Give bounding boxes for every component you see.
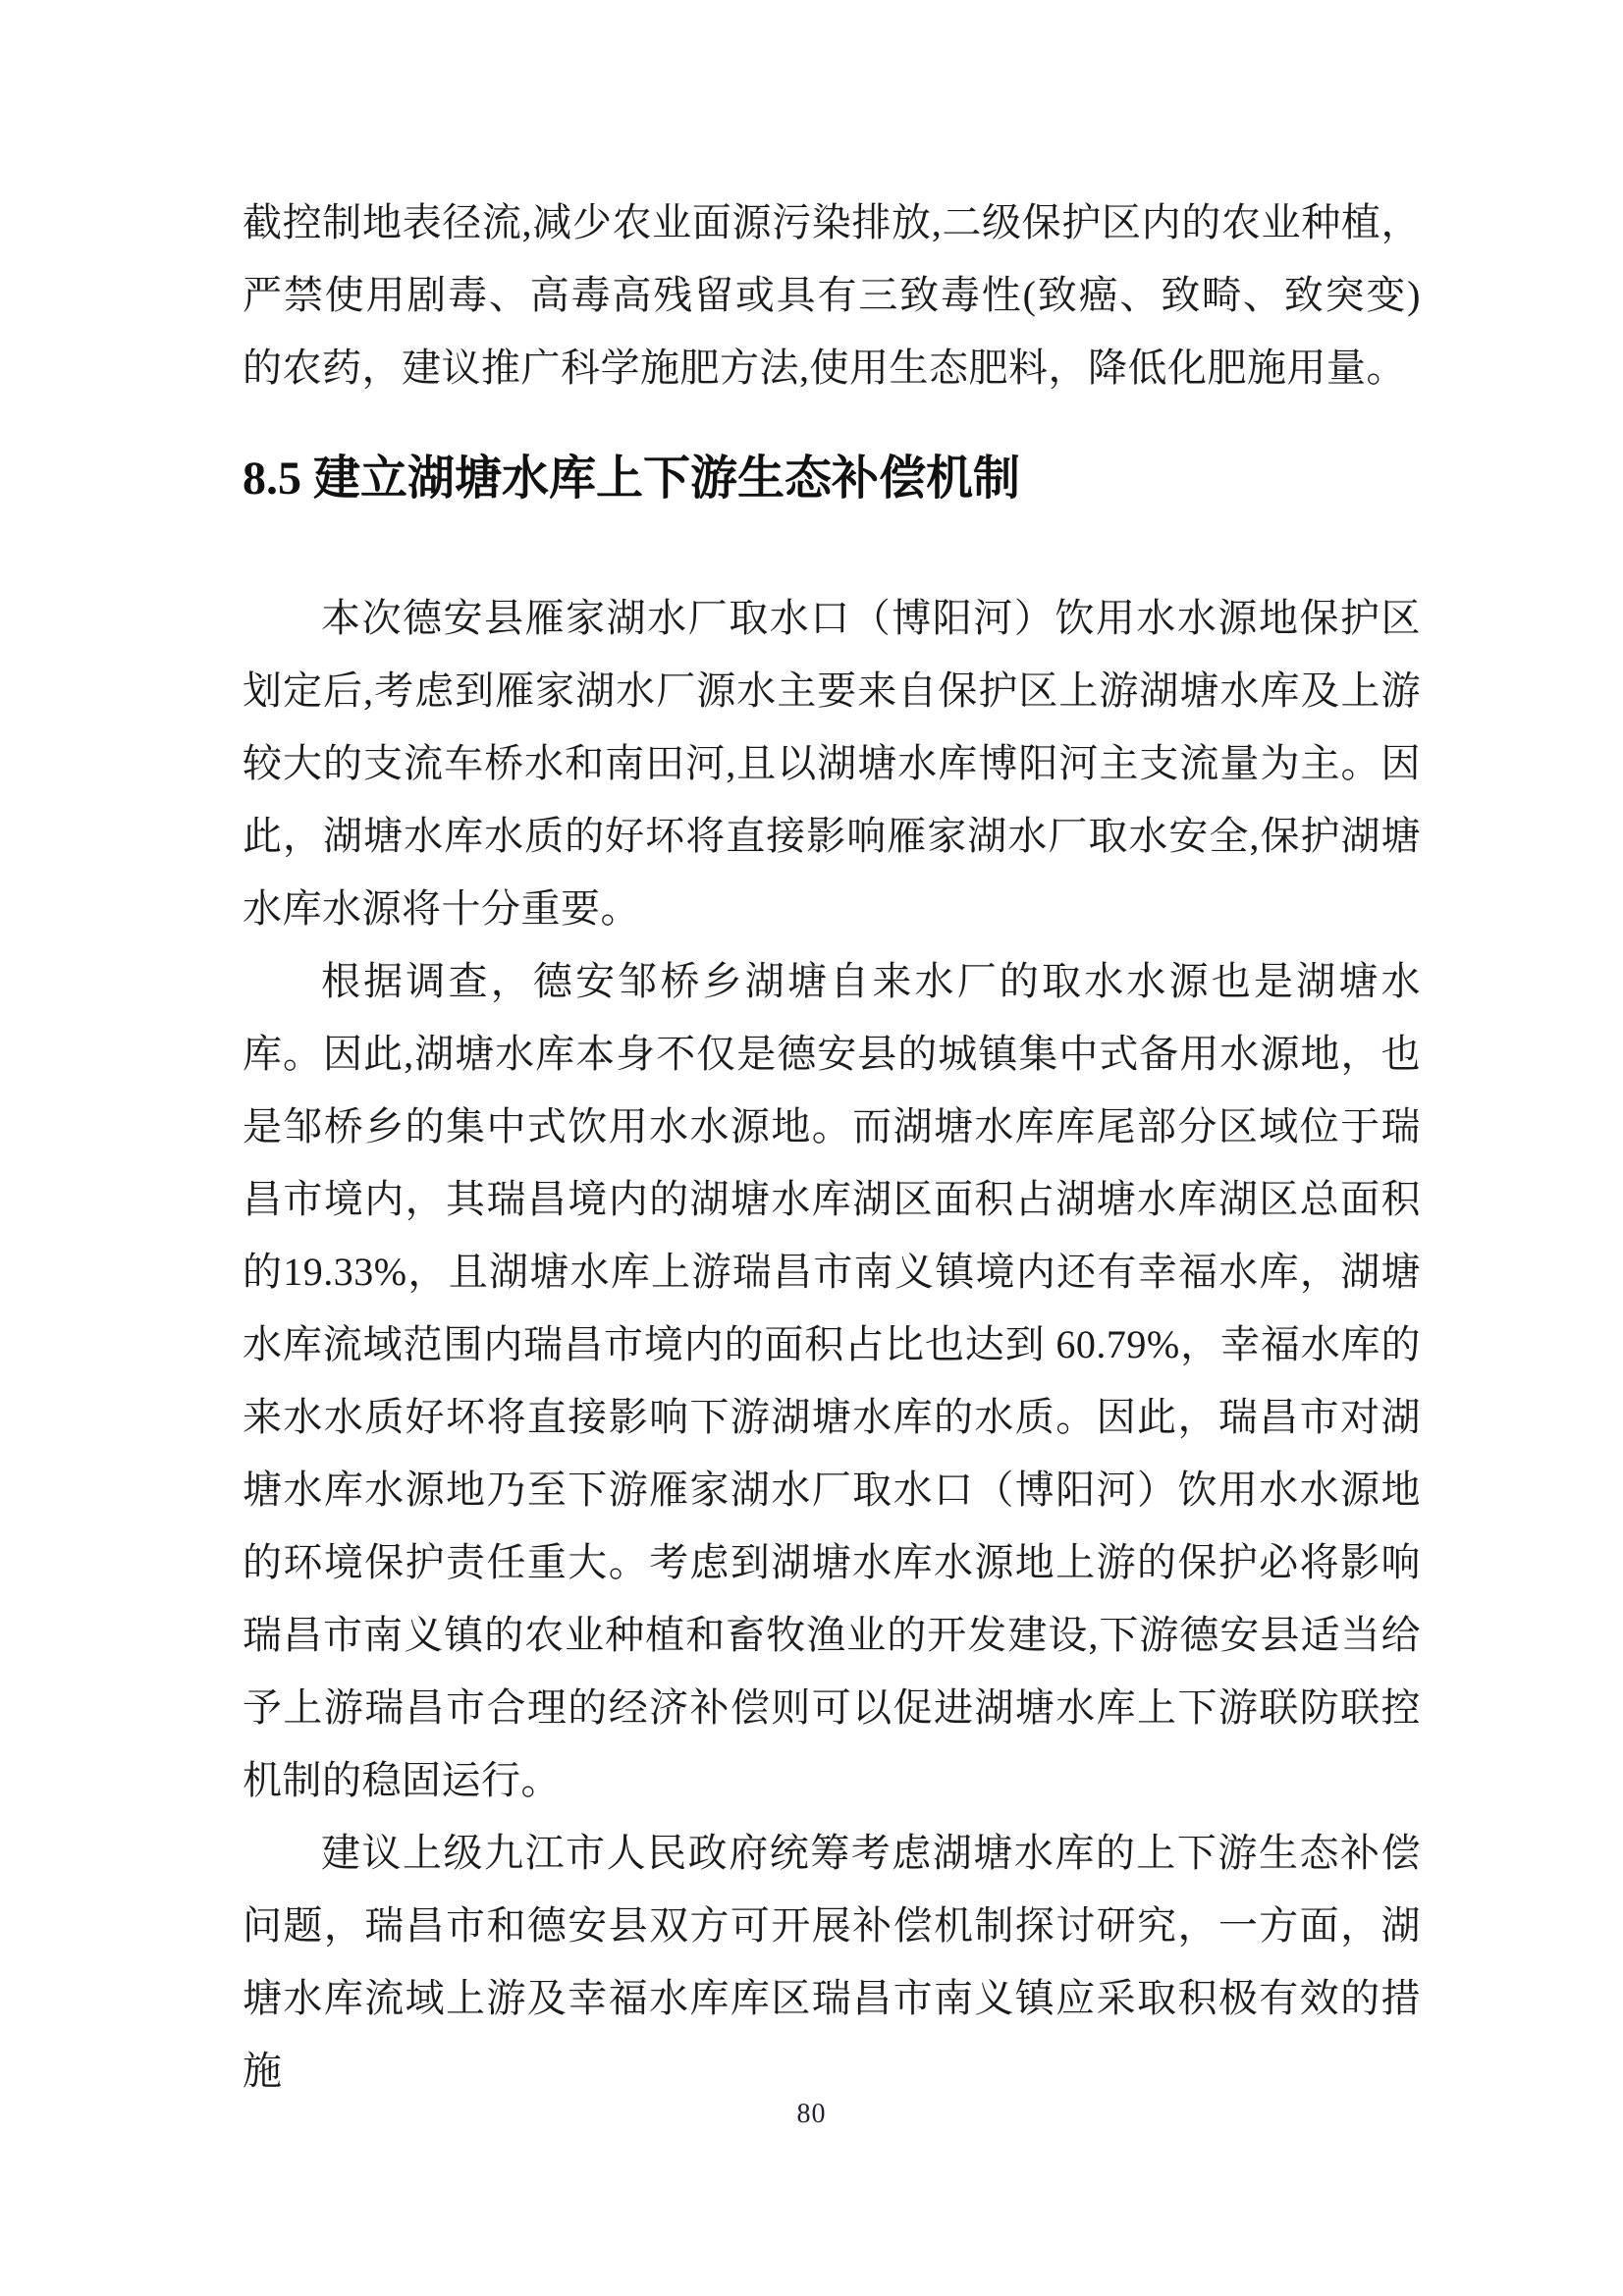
page-number: 80 bbox=[796, 2099, 827, 2129]
paragraph-continuation: 截控制地表径流,减少农业面源污染排放,二级保护区内的农业种植，严禁使用剧毒、高毒高残留或具有三致毒性(致癌、致畸、致突变)的农药，建议推广科学施肥方法,使用生态肥料，降低化肥施用量。 bbox=[243, 200, 1421, 390]
paragraph: 建议上级九江市人民政府统筹考虑湖塘水库的上下游生态补偿问题，瑞昌市和德安县双方可开展补偿机制探讨研究，一方面，湖塘水库流域上游及幸福水库库区瑞昌市南义镇应采取积极有效的措施 bbox=[243, 1831, 1421, 2093]
page-content bbox=[243, 187, 1421, 2108]
page-footer bbox=[0, 2099, 1623, 2130]
section-heading: 8.5 建立湖塘水库上下游生态补偿机制 bbox=[243, 453, 1021, 505]
paragraph: 根据调查，德安邹桥乡湖塘自来水厂的取水水源也是湖塘水库。因此,湖塘水库本身不仅是德安县的城镇集中式备用水源地，也是邹桥乡的集中式饮用水水源地。而湖塘水库库尾部分区域位于瑞昌市境内，其瑞昌境内的湖塘水库湖区面积占湖塘水库湖区总面积的19.33%，且湖塘水库上游瑞昌市南义镇境内还有幸福水库，湖塘水库流域范围内瑞昌市境内的面积占比也达到 60.79%，幸福水库的来水水质好坏将直接影响下游湖塘水库的水质。因此，瑞昌市对湖塘水库水源地乃至下游雁家湖水厂取水口（博阳河）饮用水水源地的环境保护责任重大。考虑到湖塘水库水源地上游的保护必将影响瑞昌市南义镇的农业种植和畜牧渔业的开发建设,下游德安县适当给予上游瑞昌市合理的经济补偿则可以促进湖塘水库上下游联防联控机制的稳固运行。 bbox=[243, 959, 1421, 1802]
paragraph: 本次德安县雁家湖水厂取水口（博阳河）饮用水水源地保护区划定后,考虑到雁家湖水厂源水主要来自保护区上游湖塘水库及上游较大的支流车桥水和南田河,且以湖塘水库博阳河主支流量为主。因此，湖塘水库水质的好坏将直接影响雁家湖水厂取水安全,保护湖塘水库水源将十分重要。 bbox=[243, 596, 1421, 931]
